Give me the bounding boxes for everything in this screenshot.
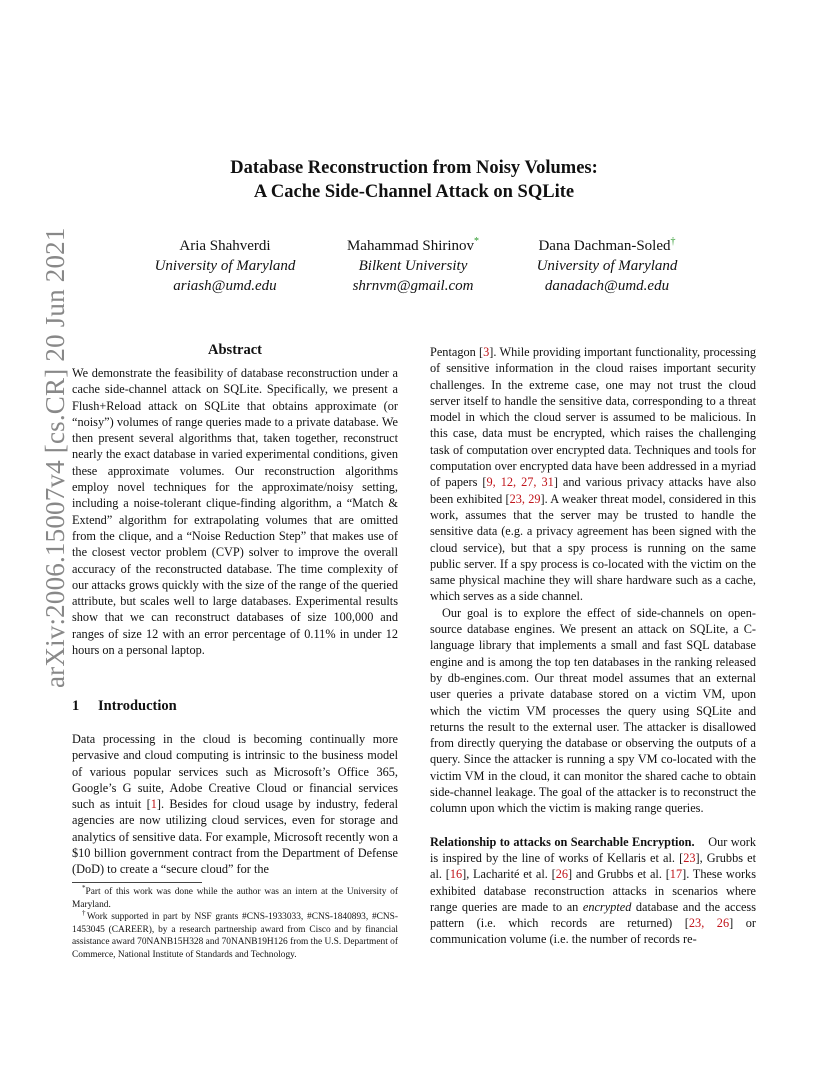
abstract-paragraph: We demonstrate the feasibility of database reconstruction under a cache side-channel attack on SQLite. Specifically, we present a Flush+Reload attack on SQLite that obtains approximate (or “noisy”) volumes of range queries made to a private database. We then present several algorithms that, taken together, reconstruct nearly the exact database in varied experimental conditions, given these approximate volumes. Our reconstruction algorithms employ novel techniques for the approximate/noisy setting, including a noise-tolerant clique-finding algorithm, a “Match & Extend” algorithm for extrapolating volumes that are omitted from the clique, and a “Noise Reduction Step” that makes use of the closest vector problem (CVP) solver to improve the overall accuracy of the reconstructed database. The time complexity of our attacks grows quickly with the size of the range of the queried attribute, but scales well to large databases. Experimental results show that we can reconstruct databases of size 100,000 and ranges of size 12 with an error percentage of 0.11% in under 12 hours on a personal laptop. (72, 366, 398, 658)
abstract-text (72, 365, 398, 658)
author-email: ariash@umd.edu (173, 278, 277, 294)
abstract-heading: Abstract (208, 342, 262, 358)
citation-link[interactable]: 3 (483, 345, 490, 359)
author-block (130, 236, 700, 296)
author-email: shrnvm@gmail.com (352, 278, 474, 294)
author-affiliation: Bilkent University (358, 258, 468, 274)
body-paragraph: Relationship to attacks on Searchable Encryption. Our work is inspired by the line of works of Kellaris et al. [23], Grubbs et al. [16], Lacharité et al. [26] and Grubbs et al. [17]. These works exhibited database reconstruction attacks in scenarios where range queries are made to an encrypted database and the access pattern (i.e. which records are returned) [23, 26] or communication volume (i.e. the number of records re- (430, 834, 757, 947)
right-column (430, 344, 756, 948)
author-affiliation: University of Maryland (154, 258, 296, 274)
author-name: Dana Dachman-Soled† (538, 236, 676, 254)
paragraph-heading: Relationship to attacks on Searchable Encryption. (430, 834, 695, 849)
author-email: danadach@umd.edu (544, 278, 670, 294)
footnotes (72, 883, 398, 962)
footnote-2: †Work supported in part by NSF grants #CNS-1933033, #CNS-1840893, #CNS-1453045 (CAREER), by a research partnership award from Cisco and by financial assistance award 70NANB15H328 and 70NANB19H126 from the U.S. Department of Commerce, National Institute of Standards and Technology. (72, 909, 398, 960)
footnote-marker[interactable]: † (670, 236, 676, 247)
section-number: 1 (72, 698, 80, 714)
section-title: Introduction (98, 698, 177, 714)
citation-link[interactable]: 17 (669, 867, 683, 882)
intro-text (72, 731, 398, 878)
author-2 (326, 236, 500, 296)
paper-title (150, 156, 678, 204)
intro-paragraph: Data processing in the cloud is becoming continually more pervasive and cloud computing is intrinsic to the business model of various popular services such as Microsoft’s Office 365, Google’s G suite, Adobe Creative Cloud or financial services such as intuit [1]. Besides for cloud usage by industry, federal agencies are now utilizing cloud services, even for storage and analytics of sensitive data. For example, Microsoft recently won a $10 billion government contract from the Department of Defense (DoD) to create a “secure cloud” for the (72, 732, 398, 877)
author-1 (130, 236, 320, 296)
author-name: Mahammad Shirinov* (346, 236, 480, 254)
footnote-rule (72, 882, 202, 883)
author-name: Aria Shahverdi (179, 238, 271, 254)
citation-link[interactable]: 9, 12, 27, 31 (486, 475, 554, 490)
arxiv-stamp: arXiv:2006.15007v4 [cs.CR] 20 Jun 2021 (40, 227, 70, 688)
citation-link[interactable]: 26 (555, 867, 568, 882)
citation-link[interactable]: 23 (683, 850, 696, 865)
footnote-marker[interactable]: * (474, 236, 480, 247)
body-paragraph: Pentagon [3]. While providing important functionality, processing of sensitive information in the cloud raises important security challenges. In the extreme case, one may not trust the cloud server itself to handle the sensitive data, corresponding to a threat model in which the cloud server is assumed to be malicious. In this case, data must be encrypted, which raises the challenging task of computation over encrypted data. Techniques and tools for computation over encrypted data have been addressed in a myriad of papers [9, 12, 27, 31] and various privacy attacks have also been exhibited [23, 29]. A weaker threat model, considered in this work, assumes that the server may be trusted to handle the sensitive data (e.g. a privacy agreement has been signed with the cloud service), but that a spy process is running on the same public server. If a spy process is co-located with the victim on the same physical machine they will share hardware such as a cache, which serves as a side channel. (430, 345, 757, 604)
citation-link[interactable]: 23, 26 (688, 916, 730, 931)
body-paragraph: Our goal is to explore the effect of side-channels on open-source database engines. We present an attack on SQLite, a C-language library that implements a small and fast SQL database engine and is among the top ten databases in the ranking released by db-engines.com. Our threat model assumes that an external user queries a private database stored on a victim VM, upon which the victim VM processes the query using SQLite and returns the result to the external user. The attacker is disallowed from directly querying the database or observing the outputs of a query. Since the attacker is running a spy VM co-located with the victim VM in the cloud, it can monitor the shared cache to obtain side-channel leakage. The goal of the attacker is to reconstruct the column upon which the victim is making range queries. (430, 605, 756, 816)
author-3 (514, 236, 700, 296)
footnote-1: *Part of this work was done while the author was an intern at the University of Maryland. (72, 883, 398, 910)
citation-link[interactable]: 23, 29 (509, 491, 541, 506)
section-heading-introduction (72, 698, 177, 715)
author-affiliation: University of Maryland (536, 258, 678, 274)
title-line-2: A Cache Side-Channel Attack on SQLite (253, 182, 575, 202)
citation-link[interactable]: 1 (150, 797, 157, 812)
citation-link[interactable]: 16 (449, 867, 463, 882)
title-line-1: Database Reconstruction from Noisy Volumes: (230, 158, 598, 178)
